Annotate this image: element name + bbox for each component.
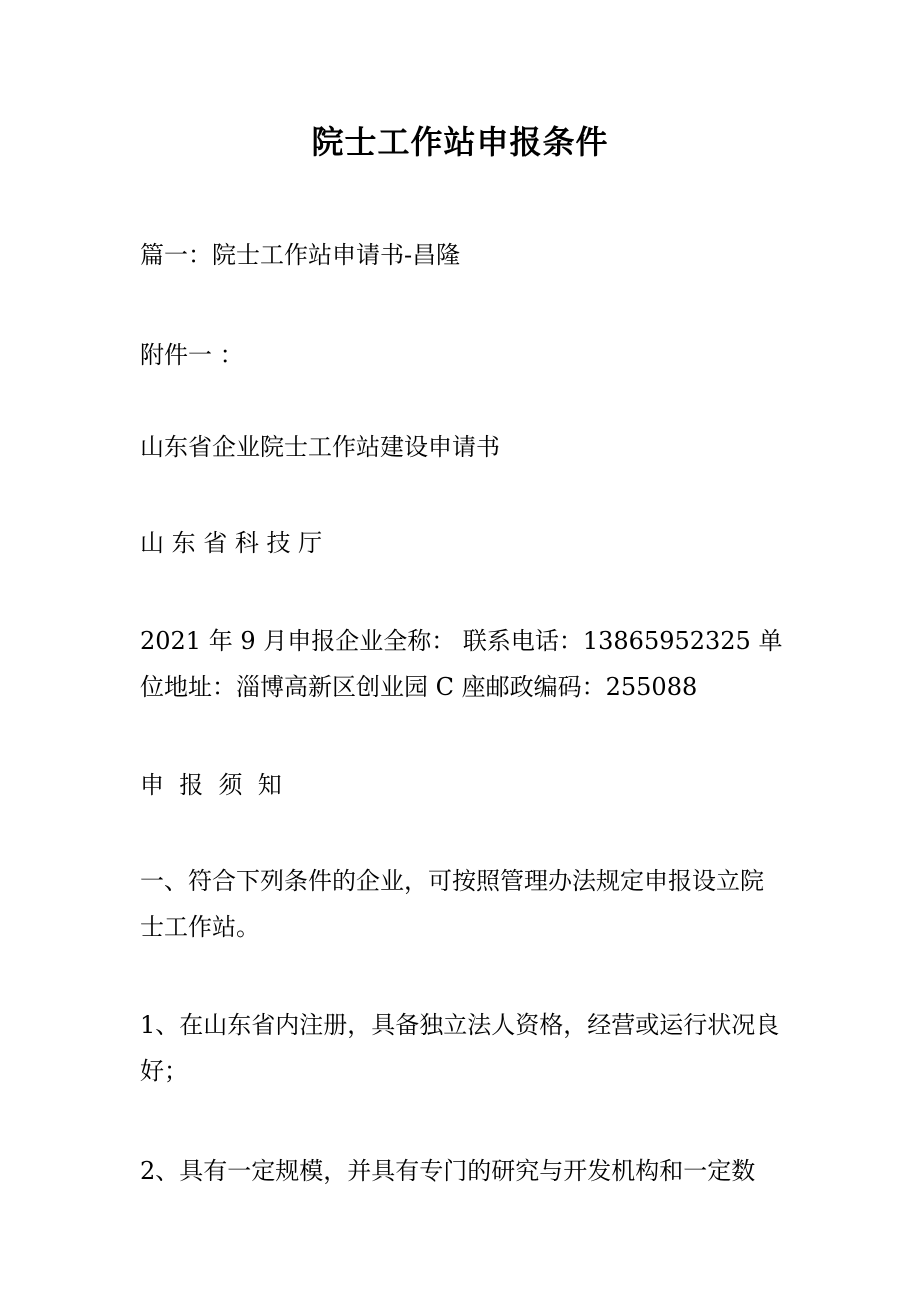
paragraph-condition-intro: 一、符合下列条件的企业，可按照管理办法规定申报设立院士工作站。 [140, 867, 764, 941]
paragraph-company-info: 2021 年 9 月申报企业全称： 联系电话：13865952325 单位地址：淄博高新区创业园 C 座邮政编码：255088 [140, 627, 783, 701]
paragraph-condition-1: 1、在山东省内注册，具备独立法人资格，经营或运行状况良好； [140, 1011, 780, 1085]
paragraph-application-title: 山东省企业院士工作站建设申请书 [140, 433, 500, 461]
paragraph-attachment: 附件一 ： [140, 341, 244, 369]
paragraph-condition-2: 2、具有一定规模，并具有专门的研究与开发机构和一定数 [140, 1157, 756, 1185]
paragraph-article-one: 篇一：院士工作站申请书-昌隆 [140, 241, 461, 269]
paragraph-notice-heading: 申 报 须 知 [140, 771, 282, 799]
document-title: 院士工作站申报条件 [311, 123, 609, 161]
paragraph-department: 山 东 省 科 技 厅 [140, 529, 323, 557]
